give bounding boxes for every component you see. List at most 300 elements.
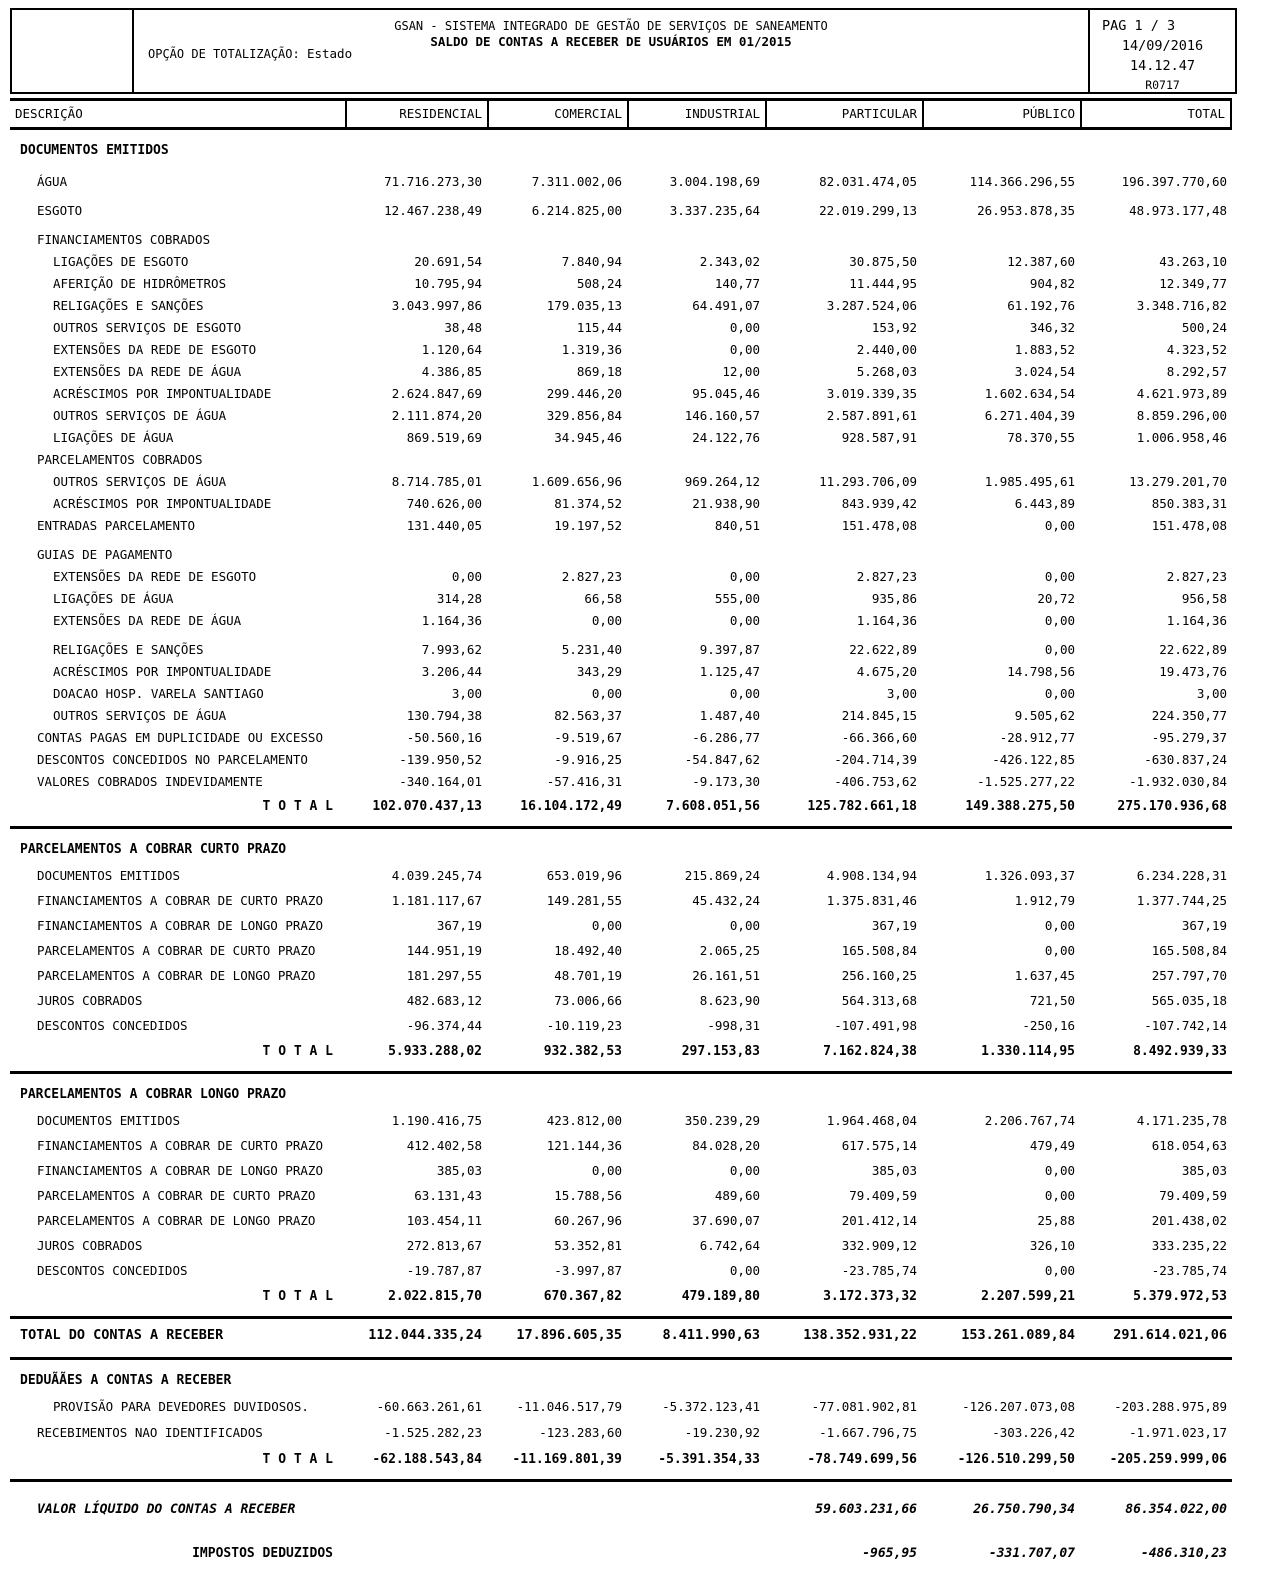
cell: -11.046.517,79	[516, 1399, 622, 1414]
cell	[765, 544, 922, 566]
cell: 2.207.599,21	[981, 1289, 1075, 1304]
report-section	[10, 1319, 1232, 1360]
cell: 840,51	[714, 518, 760, 533]
cell	[1080, 229, 1232, 251]
cell: 14.798,56	[1007, 664, 1075, 679]
cell: 0,00	[729, 1263, 760, 1278]
report-section	[10, 1368, 1232, 1482]
row-label: RELIGAÇÕES E SANÇÕES	[53, 642, 204, 657]
cell	[627, 449, 765, 471]
cell: -1.971.023,17	[1129, 1425, 1227, 1440]
cell: 8.859.296,00	[1136, 408, 1227, 423]
table-row	[10, 383, 1232, 405]
cell: 21.938,90	[692, 496, 760, 511]
cell: 932.382,53	[543, 1044, 622, 1059]
cell: 1.883,52	[1014, 342, 1075, 357]
cell	[627, 1368, 765, 1394]
column-header: PARTICULAR	[765, 101, 922, 127]
cell: 4.675,20	[856, 664, 917, 679]
cell: -5.372.123,41	[662, 1399, 760, 1414]
cell: 95.045,46	[692, 386, 760, 401]
cell: 13.279.201,70	[1129, 474, 1227, 489]
cell: 22.622,89	[849, 642, 917, 657]
cell: 2.111.874,20	[391, 408, 482, 423]
cell: 4.039.245,74	[391, 868, 482, 883]
cell: 25,88	[1037, 1213, 1075, 1228]
cell: 0,00	[729, 320, 760, 335]
table-row	[10, 1133, 1232, 1158]
row-label: ACRÉSCIMOS POR IMPONTUALIDADE	[53, 386, 272, 401]
cell: 1.330.114,95	[981, 1044, 1075, 1059]
cell: 500,24	[1181, 320, 1227, 335]
table-row	[10, 200, 1232, 222]
cell: 66,58	[584, 591, 622, 606]
cell: -66.366,60	[841, 730, 917, 745]
cell: -126.510.299,50	[957, 1452, 1075, 1467]
cell: 508,24	[576, 276, 622, 291]
cell: -406.753,62	[834, 774, 917, 789]
cell: -96.374,44	[406, 1018, 482, 1033]
cell: 2.022.815,70	[388, 1289, 482, 1304]
cell: 181.297,55	[406, 968, 482, 983]
report-section	[10, 837, 1232, 1074]
cell: -28.912,77	[999, 730, 1075, 745]
table-row	[10, 515, 1232, 537]
cell: -107.742,14	[1144, 1018, 1227, 1033]
cell: 2.065,25	[699, 943, 760, 958]
cell: 38,48	[444, 320, 482, 335]
row-label: FINANCIAMENTOS A COBRAR DE CURTO PRAZO	[37, 893, 323, 908]
row-label: T O T A L	[262, 1452, 333, 1467]
cell: 79.409,59	[849, 1188, 917, 1203]
row-label: LIGAÇÕES DE ÁGUA	[53, 430, 174, 445]
cell: -107.491,98	[834, 1018, 917, 1033]
cell	[922, 544, 1080, 566]
cell	[487, 449, 627, 471]
cell: 329.856,84	[546, 408, 622, 423]
cell: -139.950,52	[399, 752, 482, 767]
cell: 131.440,05	[406, 518, 482, 533]
table-row	[10, 727, 1232, 749]
table-header-row	[10, 98, 1232, 130]
cell: 5.268,03	[856, 364, 917, 379]
cell: 0,00	[1044, 686, 1075, 701]
cell: 326,10	[1029, 1238, 1075, 1253]
table-row	[10, 913, 1232, 938]
cell	[922, 1368, 1080, 1394]
row-label: PARCELAMENTOS A COBRAR DE CURTO PRAZO	[37, 943, 316, 958]
cell: 5.933.288,02	[388, 1044, 482, 1059]
row-label: CONTAS PAGAS EM DUPLICIDADE OU EXCESSO	[37, 730, 323, 745]
cell: 26.750.790,34	[973, 1502, 1075, 1517]
cell: 224.350,77	[1151, 708, 1227, 723]
row-label: OUTROS SERVIÇOS DE ESGOTO	[53, 320, 242, 335]
cell	[345, 1082, 487, 1108]
cell	[1080, 449, 1232, 471]
cell: 1.120,64	[421, 342, 482, 357]
cell: 12.467.238,49	[384, 203, 482, 218]
cell: -340.164,01	[399, 774, 482, 789]
cell: 112.044.335,24	[368, 1327, 482, 1343]
cell: 0,00	[1044, 943, 1075, 958]
table-row	[10, 793, 1232, 821]
table-row	[10, 171, 1232, 193]
cell: -23.785,74	[1151, 1263, 1227, 1278]
cell: 670.367,82	[543, 1289, 622, 1304]
cell: 12.349,77	[1159, 276, 1227, 291]
cell: -78.749.699,56	[807, 1452, 917, 1467]
cell: 6.271.404,39	[984, 408, 1075, 423]
cell: 297.153,83	[681, 1044, 760, 1059]
table-row	[10, 273, 1232, 295]
cell	[487, 1494, 627, 1526]
table-row	[10, 361, 1232, 383]
cell: 121.144,36	[546, 1138, 622, 1153]
row-label: ACRÉSCIMOS POR IMPONTUALIDADE	[53, 664, 272, 679]
cell: 2.827,23	[856, 569, 917, 584]
cell: 138.352.931,22	[803, 1327, 917, 1343]
cell: -126.207.073,08	[962, 1399, 1075, 1414]
cell: 19.473,76	[1159, 664, 1227, 679]
cell: 15.788,56	[554, 1188, 622, 1203]
cell: 151.478,08	[841, 518, 917, 533]
cell: 8.623,90	[699, 993, 760, 1008]
cell: 343,29	[576, 664, 622, 679]
cell: 1.190.416,75	[391, 1113, 482, 1128]
cell: 3,00	[886, 686, 917, 701]
row-label: OUTROS SERVIÇOS DE ÁGUA	[53, 708, 227, 723]
cell: -426.122,85	[992, 752, 1075, 767]
cell	[487, 229, 627, 251]
cell: 2.624.847,69	[391, 386, 482, 401]
cell: 2.827,23	[1166, 569, 1227, 584]
cell: 385,03	[871, 1163, 917, 1178]
cell: 6.214.825,00	[531, 203, 622, 218]
cell: -54.847,62	[684, 752, 760, 767]
cell: 850.383,31	[1151, 496, 1227, 511]
table-row	[10, 493, 1232, 515]
cell: 115,44	[576, 320, 622, 335]
cell: 869.519,69	[406, 430, 482, 445]
table-row	[10, 544, 1232, 566]
cell: 19.197,52	[554, 518, 622, 533]
cell: 3,00	[1196, 686, 1227, 701]
cell: 346,32	[1029, 320, 1075, 335]
cell: -998,31	[707, 1018, 760, 1033]
cell: 7.311.002,06	[531, 174, 622, 189]
row-label: LIGAÇÕES DE ESGOTO	[53, 254, 189, 269]
cell: 20,72	[1037, 591, 1075, 606]
cell: 291.614.021,06	[1113, 1327, 1227, 1343]
cell: 71.716.273,30	[384, 174, 482, 189]
cell: 140,77	[714, 276, 760, 291]
cell: 385,03	[1181, 1163, 1227, 1178]
row-label: PROVISÃO PARA DEVEDORES DUVIDOSOS.	[53, 1399, 309, 1414]
cell: 3.172.373,32	[823, 1289, 917, 1304]
cell: 82.031.474,05	[819, 174, 917, 189]
cell: 6.742,64	[699, 1238, 760, 1253]
cell: 78.370,55	[1007, 430, 1075, 445]
cell: 1.602.634,54	[984, 386, 1075, 401]
cell	[765, 1082, 922, 1108]
row-label: JUROS COBRADOS	[37, 993, 143, 1008]
row-label: RELIGAÇÕES E SANÇÕES	[53, 298, 204, 313]
table-row	[10, 1158, 1232, 1183]
cell: 350.239,29	[684, 1113, 760, 1128]
cell: 969.264,12	[684, 474, 760, 489]
cell	[345, 544, 487, 566]
cell	[345, 449, 487, 471]
row-label: DESCONTOS CONCEDIDOS NO PARCELAMENTO	[37, 752, 308, 767]
cell: 0,00	[591, 686, 622, 701]
table-row	[10, 661, 1232, 683]
row-label: VALORES COBRADOS INDEVIDAMENTE	[37, 774, 263, 789]
cell: 79.409,59	[1159, 1188, 1227, 1203]
report-date: 14/09/2016	[1121, 38, 1204, 54]
cell: -204.714,39	[834, 752, 917, 767]
cell: 869,18	[576, 364, 622, 379]
cell: 0,00	[1044, 518, 1075, 533]
cell: 0,00	[1044, 642, 1075, 657]
table-row	[10, 138, 1232, 164]
cell: 332.909,12	[841, 1238, 917, 1253]
cell: 18.492,40	[554, 943, 622, 958]
cell: 843.939,42	[841, 496, 917, 511]
report-section	[10, 1494, 1232, 1570]
cell	[922, 449, 1080, 471]
cell: 12,00	[722, 364, 760, 379]
cell: 59.603.231,66	[815, 1502, 917, 1517]
cell: 60.267,96	[554, 1213, 622, 1228]
cell: -250,16	[1022, 1018, 1075, 1033]
cell: 0,00	[729, 918, 760, 933]
row-label: ESGOTO	[37, 203, 83, 218]
cell: 1.377.744,25	[1136, 893, 1227, 908]
row-label: EXTENSÕES DA REDE DE ESGOTO	[53, 342, 257, 357]
table-row	[10, 1258, 1232, 1283]
table-row	[10, 449, 1232, 471]
row-label: DOCUMENTOS EMITIDOS	[37, 1113, 180, 1128]
cell: -9.173,30	[692, 774, 760, 789]
cell	[345, 1494, 487, 1526]
cell: 314,28	[436, 591, 482, 606]
cell: 1.125,47	[699, 664, 760, 679]
cell: 479,49	[1029, 1138, 1075, 1153]
row-label: FINANCIAMENTOS A COBRAR DE LONGO PRAZO	[37, 918, 323, 933]
cell: -303.226,42	[992, 1425, 1075, 1440]
row-label: PARCELAMENTOS A COBRAR DE LONGO PRAZO	[37, 968, 316, 983]
cell	[487, 1538, 627, 1570]
table-row	[10, 1446, 1232, 1474]
cell	[627, 544, 765, 566]
row-label: T O T A L	[262, 1289, 333, 1304]
cell: -77.081.902,81	[811, 1399, 917, 1414]
cell: 1.609.656,96	[531, 474, 622, 489]
cell: 165.508,84	[1151, 943, 1227, 958]
cell	[1080, 544, 1232, 566]
cell: 564.313,68	[841, 993, 917, 1008]
cell: 165.508,84	[841, 943, 917, 958]
cell	[627, 1082, 765, 1108]
cell: -123.283,60	[539, 1425, 622, 1440]
cell	[765, 138, 922, 164]
table-row	[10, 963, 1232, 988]
row-label: ENTRADAS PARCELAMENTO	[37, 518, 196, 533]
cell: 82.563,37	[554, 708, 622, 723]
cell: 479.189,80	[681, 1289, 760, 1304]
totalization-label: OPÇÃO DE TOTALIZAÇÃO:	[148, 47, 300, 61]
cell: 653.019,96	[546, 868, 622, 883]
cell: 0,00	[1044, 1263, 1075, 1278]
table-row	[10, 837, 1232, 863]
cell: 48.973.177,48	[1129, 203, 1227, 218]
cell: 489,60	[714, 1188, 760, 1203]
cell: 73.006,66	[554, 993, 622, 1008]
cell: 6.443,89	[1014, 496, 1075, 511]
cell: 3.348.716,82	[1136, 298, 1227, 313]
cell: 4.386,85	[421, 364, 482, 379]
cell: 6.234.228,31	[1136, 868, 1227, 883]
table-row	[10, 1420, 1232, 1446]
table-row	[10, 639, 1232, 661]
cell: 8.714.785,01	[391, 474, 482, 489]
cell: 275.170.936,68	[1117, 799, 1227, 814]
cell: 1.164,36	[421, 613, 482, 628]
table-row	[10, 1394, 1232, 1420]
row-label: PARCELAMENTOS A COBRAR DE CURTO PRAZO	[37, 1188, 316, 1203]
table-row	[10, 749, 1232, 771]
cell	[1080, 1368, 1232, 1394]
row-label: LIGAÇÕES DE ÁGUA	[53, 591, 174, 606]
cell: 0,00	[729, 569, 760, 584]
cell: 0,00	[729, 1163, 760, 1178]
totalization-option	[148, 46, 352, 61]
table-row	[10, 1013, 1232, 1038]
cell: 22.019.299,13	[819, 203, 917, 218]
cell: 3.337.235,64	[669, 203, 760, 218]
cell: 1.326.093,37	[984, 868, 1075, 883]
cell: 45.432,24	[692, 893, 760, 908]
row-label: DOCUMENTOS EMITIDOS	[20, 143, 169, 158]
cell: 367,19	[1181, 918, 1227, 933]
column-header: TOTAL	[1080, 101, 1232, 127]
cell	[765, 229, 922, 251]
cell	[765, 449, 922, 471]
cell: 196.397.770,60	[1121, 174, 1227, 189]
column-header: DESCRIÇÃO	[15, 106, 83, 121]
cell	[765, 837, 922, 863]
column-header: COMERCIAL	[487, 101, 627, 127]
cell: 740.626,00	[406, 496, 482, 511]
cell: 12.387,60	[1007, 254, 1075, 269]
table-row	[10, 251, 1232, 273]
cell: 179.035,13	[546, 298, 622, 313]
cell: 102.070.437,13	[372, 799, 482, 814]
cell: 84.028,20	[692, 1138, 760, 1153]
cell: 146.160,57	[684, 408, 760, 423]
cell: 125.782.661,18	[807, 799, 917, 814]
cell: -60.663.261,61	[376, 1399, 482, 1414]
cell: -3.997,87	[554, 1263, 622, 1278]
cell: 272.813,67	[406, 1238, 482, 1253]
row-label: DEDUÃÃES A CONTAS A RECEBER	[20, 1373, 232, 1388]
cell	[922, 1082, 1080, 1108]
cell: -1.525.277,22	[977, 774, 1075, 789]
cell: 151.478,08	[1151, 518, 1227, 533]
cell: -6.286,77	[692, 730, 760, 745]
cell: 956,58	[1181, 591, 1227, 606]
cell: -10.119,23	[546, 1018, 622, 1033]
cell: -1.525.282,23	[384, 1425, 482, 1440]
cell: 1.637,45	[1014, 968, 1075, 983]
cell: 37.690,07	[692, 1213, 760, 1228]
title-box	[134, 10, 1088, 92]
row-label: EXTENSÕES DA REDE DE ÁGUA	[53, 613, 242, 628]
cell	[487, 837, 627, 863]
table-row	[10, 471, 1232, 493]
cell: 7.608.051,56	[666, 799, 760, 814]
cell: 149.281,55	[546, 893, 622, 908]
cell: -630.837,24	[1144, 752, 1227, 767]
cell: 482.683,12	[406, 993, 482, 1008]
cell: 0,00	[1044, 1163, 1075, 1178]
row-label: PARCELAMENTOS A COBRAR DE LONGO PRAZO	[37, 1213, 316, 1228]
cell: 0,00	[729, 342, 760, 357]
cell: 214.845,15	[841, 708, 917, 723]
cell	[922, 837, 1080, 863]
cell: 0,00	[591, 1163, 622, 1178]
cell: 201.412,14	[841, 1213, 917, 1228]
cell	[627, 1494, 765, 1526]
column-header: INDUSTRIAL	[627, 101, 765, 127]
row-label: EXTENSÕES DA REDE DE ESGOTO	[53, 569, 257, 584]
cell: 86.354.022,00	[1125, 1502, 1227, 1517]
cell: 144.951,19	[406, 943, 482, 958]
cell: 215.869,24	[684, 868, 760, 883]
row-label: PARCELAMENTOS A COBRAR LONGO PRAZO	[20, 1087, 287, 1102]
cell: 53.352,81	[554, 1238, 622, 1253]
row-label: VALOR LÍQUIDO DO CONTAS A RECEBER	[37, 1502, 296, 1517]
cell: 1.912,79	[1014, 893, 1075, 908]
table-row	[10, 1108, 1232, 1133]
table-row	[10, 610, 1232, 632]
table-row	[10, 683, 1232, 705]
report-title: SALDO DE CONTAS A RECEBER DE USUÁRIOS EM 01/2015	[430, 34, 792, 49]
cell	[627, 1538, 765, 1570]
cell: 618.054,63	[1151, 1138, 1227, 1153]
cell	[627, 138, 765, 164]
row-label: ACRÉSCIMOS POR IMPONTUALIDADE	[53, 496, 272, 511]
table-row	[10, 1233, 1232, 1258]
cell: 257.797,70	[1151, 968, 1227, 983]
cell: 24.122,76	[692, 430, 760, 445]
cell: 8.411.990,63	[662, 1327, 760, 1343]
cell: 114.366.296,55	[969, 174, 1075, 189]
cell: -62.188.543,84	[372, 1452, 482, 1467]
cell: 20.691,54	[414, 254, 482, 269]
table-row	[10, 1319, 1232, 1352]
cell: 22.622,89	[1159, 642, 1227, 657]
table-row	[10, 1082, 1232, 1108]
table-row	[10, 295, 1232, 317]
cell: 34.945,46	[554, 430, 622, 445]
cell: 48.701,19	[554, 968, 622, 983]
table-row	[10, 1038, 1232, 1066]
report-section	[10, 138, 1232, 829]
system-title: GSAN - SISTEMA INTEGRADO DE GESTÃO DE SERVIÇOS DE SANEAMENTO	[394, 19, 828, 33]
cell: 11.293.706,09	[819, 474, 917, 489]
table-row	[10, 1538, 1232, 1570]
